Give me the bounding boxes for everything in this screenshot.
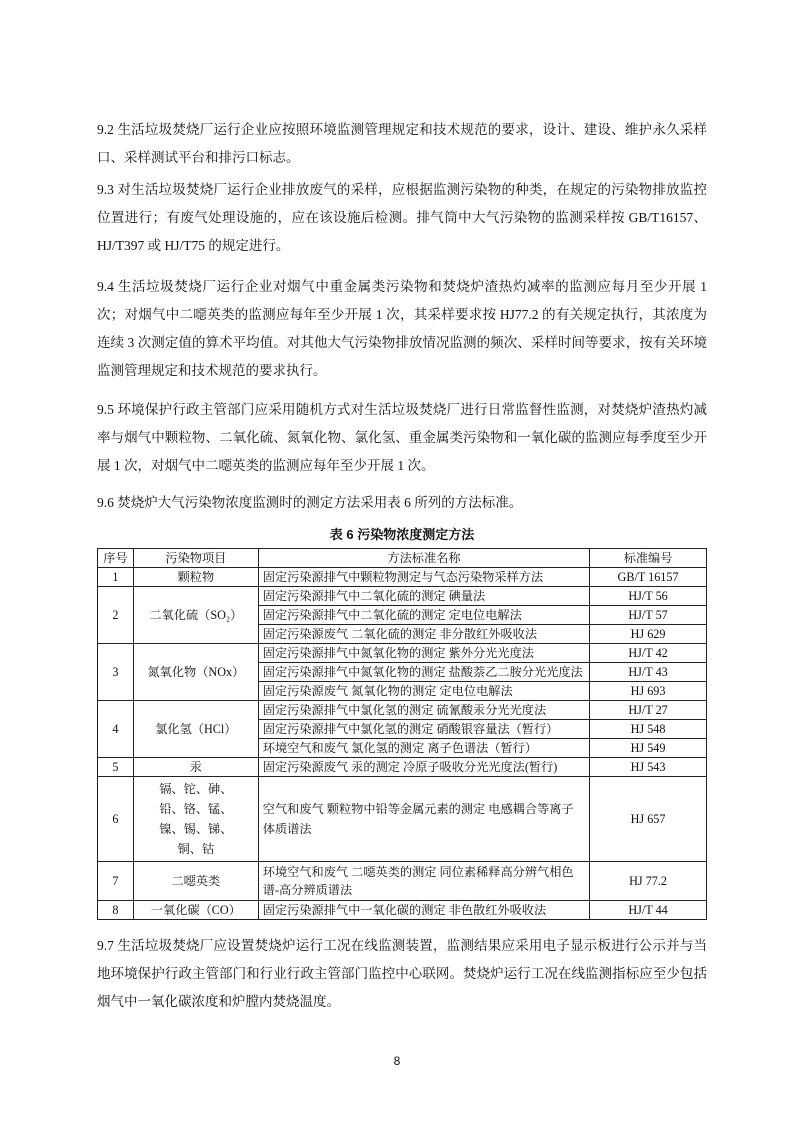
paragraph-line: 监测管理规定和技术规范的要求执行。: [97, 363, 327, 378]
table-caption: 表 6 污染物浓度测定方法: [329, 527, 475, 542]
table-row: [98, 901, 707, 920]
paragraph-9-2: [97, 116, 707, 172]
paragraph-line: 率与烟气中颗粒物、二氧化硫、氮氧化物、氯化氢、重金属类污染物和一氧化碳的监测应每季度至少开: [97, 430, 707, 445]
cell-method: 固定污染源排气中氯化氢的测定 硫氰酸汞分光光度法: [258, 701, 589, 720]
cell-no: 4: [98, 701, 134, 758]
cell-method: 固定污染源废气 汞的测定 冷原子吸收分光光度法(暂行): [258, 758, 589, 777]
paragraph-line: 展 1 次，对烟气中二噁英类的监测应每年至少开展 1 次。: [97, 458, 435, 473]
table-row: [98, 701, 707, 720]
cell-method: 环境空气和废气 二噁英类的测定 同位素稀释高分辨气相色谱-高分辨质谱法: [258, 862, 589, 901]
paragraph-line: 9.3 对生活垃圾焚烧厂运行企业排放废气的采样，应根据监测污染物的种类，在规定的污染物排放监控: [97, 182, 707, 197]
cell-no: 2: [98, 587, 134, 644]
cell-item: 二噁英类: [133, 862, 258, 901]
table-row: [98, 862, 707, 901]
cell-code: HJ 693: [590, 682, 707, 701]
cell-item: 一氧化碳（CO）: [133, 901, 258, 920]
cell-method: 固定污染源废气 二氧化硫的测定 非分散红外吸收法: [258, 625, 589, 644]
cell-method: 固定污染源排气中颗粒物测定与气态污染物采样方法: [258, 568, 589, 587]
cell-method: 固定污染源排气中氯化氢的测定 硝酸银容量法（暂行）: [258, 720, 589, 739]
methods-table: [97, 548, 707, 920]
cell-no: 5: [98, 758, 134, 777]
paragraph-9-5: [97, 396, 707, 480]
paragraph-line: 9.6 焚烧炉大气污染物浓度监测时的测定方法采用表 6 所列的方法标准。: [97, 495, 523, 510]
paragraph-line: 烟气中一氧化碳浓度和炉膛内焚烧温度。: [97, 994, 340, 1009]
cell-code: HJ/T 44: [590, 901, 707, 920]
table-row: [98, 644, 707, 663]
cell-code: HJ 629: [590, 625, 707, 644]
paragraph-line: 9.2 生活垃圾焚烧厂运行企业应按照环境监测管理规定和技术规范的要求，设计、建设、维护永久采样: [97, 122, 707, 137]
cell-method: 固定污染源排气中二氧化硫的测定 碘量法: [258, 587, 589, 606]
page-number: 8: [393, 1054, 401, 1068]
cell-item: 氮氧化物（NOx）: [133, 644, 258, 701]
cell-item: 氯化氢（HCl）: [133, 701, 258, 758]
cell-no: 6: [98, 777, 134, 862]
cell-code: HJ 543: [590, 758, 707, 777]
header-no: 序号: [98, 549, 134, 568]
cell-no: 3: [98, 644, 134, 701]
paragraph-9-6: [97, 489, 707, 517]
cell-no: 8: [98, 901, 134, 920]
header-code: 标准编号: [590, 549, 707, 568]
paragraph-line: 次；对烟气中二噁英类的监测应每年至少开展 1 次，其采样要求按 HJ77.2 的有关规定执行，其浓度为: [97, 307, 707, 322]
cell-code: HJ/T 27: [590, 701, 707, 720]
paragraph-9-4: [97, 273, 707, 385]
paragraph-line: HJ/T397 或 HJ/T75 的规定进行。: [97, 238, 290, 253]
cell-method: 固定污染源排气中二氧化硫的测定 定电位电解法: [258, 606, 589, 625]
paragraph-9-7: [97, 932, 707, 1016]
cell-method: 固定污染源排气中一氧化碳的测定 非色散红外吸收法: [258, 901, 589, 920]
paragraph-line: 地环境保护行政主管部门和行业行政主管部门监控中心联网。焚烧炉运行工况在线监测指标应至少包括: [97, 966, 707, 981]
header-method: 方法标准名称: [258, 549, 589, 568]
cell-method: 空气和废气 颗粒物中铅等金属元素的测定 电感耦合等离子体质谱法: [258, 777, 589, 862]
cell-code: HJ/T 43: [590, 663, 707, 682]
cell-method: 固定污染源排气中氮氧化物的测定 盐酸萘乙二胺分光光度法: [258, 663, 589, 682]
table-header-row: [98, 549, 707, 568]
paragraph-line: 9.5 环境保护行政主管部门应采用随机方式对生活垃圾焚烧厂进行日常监督性监测，对焚烧炉渣热灼减: [97, 402, 707, 417]
cell-code: HJ 549: [590, 739, 707, 758]
paragraph-line: 口、采样测试平台和排污口标志。: [97, 150, 300, 165]
table-row: [98, 568, 707, 587]
table-row: [98, 758, 707, 777]
paragraph-line: 9.7 生活垃圾焚烧厂应设置焚烧炉运行工况在线监测装置，监测结果应采用电子显示板进行公示并与当: [97, 938, 707, 953]
cell-no: 7: [98, 862, 134, 901]
cell-code: HJ/T 57: [590, 606, 707, 625]
cell-code: HJ/T 56: [590, 587, 707, 606]
paragraph-9-3: [97, 176, 707, 260]
cell-no: 1: [98, 568, 134, 587]
paragraph-line: 9.4 生活垃圾焚烧厂运行企业对烟气中重金属类污染物和焚烧炉渣热灼减率的监测应每月至少开展 1: [97, 279, 707, 294]
cell-method: 固定污染源废气 氮氧化物的测定 定电位电解法: [258, 682, 589, 701]
cell-item: 汞: [133, 758, 258, 777]
cell-code: HJ 77.2: [590, 862, 707, 901]
cell-item: 二氧化硫（SO₂）: [133, 587, 258, 644]
table-row: [98, 587, 707, 606]
cell-method: 环境空气和废气 氯化氢的测定 离子色谱法（暂行）: [258, 739, 589, 758]
paragraph-line: 连续 3 次测定值的算术平均值。对其他大气污染物排放情况监测的频次、采样时间等要求，按有关环境: [97, 335, 707, 350]
cell-item: 镉、铊、砷、铅、铬、锰、镍、锡、锑、铜、钴: [133, 777, 258, 862]
cell-method: 固定污染源排气中氮氧化物的测定 紫外分光光度法: [258, 644, 589, 663]
paragraph-line: 位置进行；有废气处理设施的，应在该设施后检测。排气筒中大气污染物的监测采样按 GB/T16157、: [97, 210, 707, 225]
cell-item: 颗粒物: [133, 568, 258, 587]
cell-code: HJ 657: [590, 777, 707, 862]
cell-code: HJ/T 42: [590, 644, 707, 663]
cell-code: HJ 548: [590, 720, 707, 739]
header-item: 污染物项目: [133, 549, 258, 568]
cell-code: GB/T 16157: [590, 568, 707, 587]
table-row: [98, 777, 707, 862]
